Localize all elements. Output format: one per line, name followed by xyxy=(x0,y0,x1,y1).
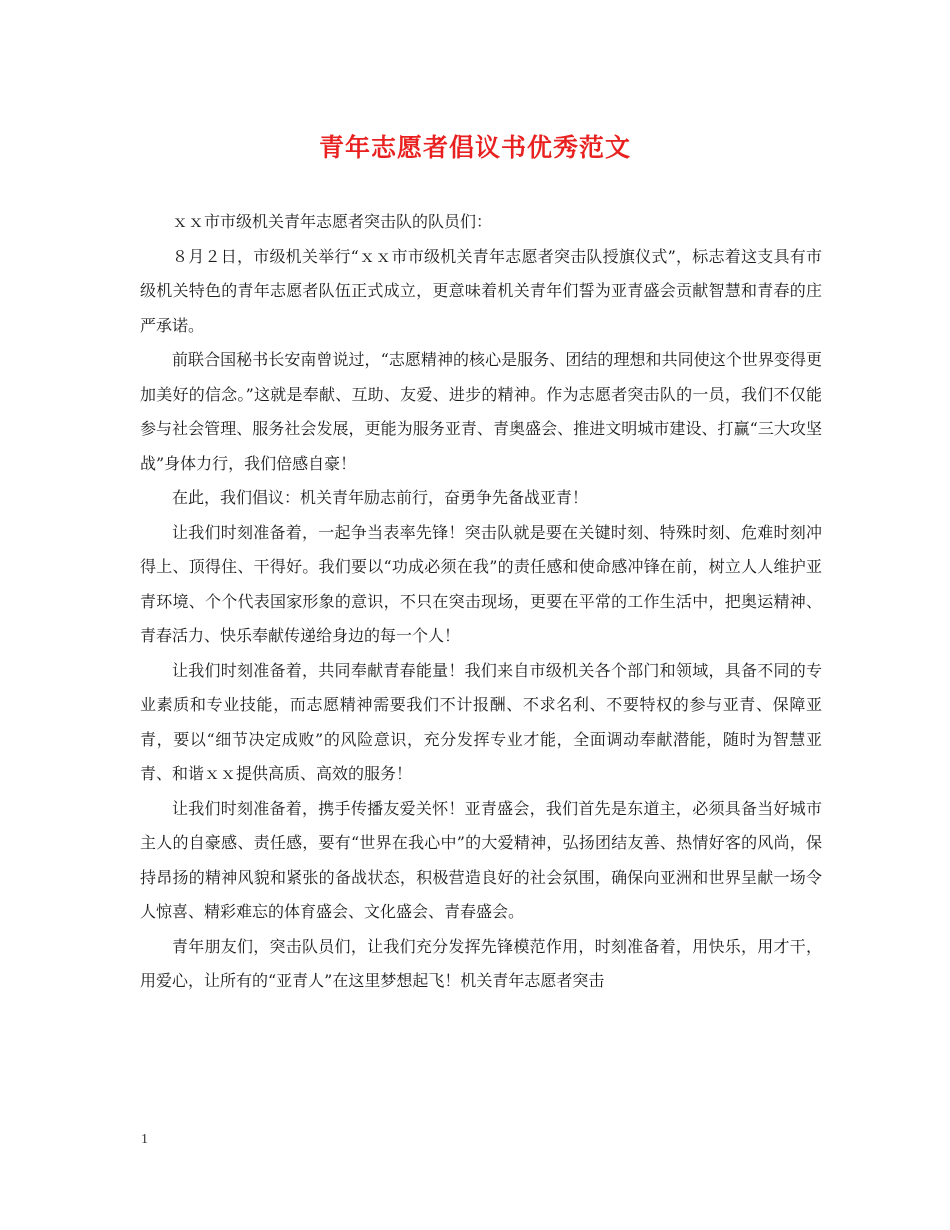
page-number: 1 xyxy=(141,1132,148,1147)
body-paragraph: 让我们时刻准备着，共同奉献青春能量！我们来自市级机关各个部门和领域，具备不同的专业素质和专业技能，而志愿精神需要我们不计报酬、不求名利、不要特权的参与亚青、保障亚青，要以“细节决定成败”的风险意识，充分发挥专业才能，全面调动奉献潜能，随时为智慧亚青、和谐ｘｘ提供高质、高效的服务！ xyxy=(140,660,822,783)
document-body xyxy=(140,205,822,999)
body-paragraph: 让我们时刻准备着，一起争当表率先锋！突击队就是要在关键时刻、特殊时刻、危难时刻冲得上、顶得住、干得好。我们要以“功成必须在我”的责任感和使命感冲锋在前，树立人人维护亚青环境、个个代表国家形象的意识，不只在突击现场，更要在平常的工作生活中，把奥运精神、青春活力、快乐奉献传递给身边的每一个人！ xyxy=(140,522,822,645)
body-paragraph: 在此，我们倡议：机关青年励志前行，奋勇争先备战亚青！ xyxy=(172,488,589,507)
salutation-paragraph: ｘｘ市市级机关青年志愿者突击队的队员们： xyxy=(172,212,493,231)
body-paragraph: ８月２日，市级机关举行“ｘｘ市市级机关青年志愿者突击队授旗仪式”，标志着这支具有市级机关特色的青年志愿者队伍正式成立，更意味着机关青年们誓为亚青盛会贡献智慧和青春的庄严承诺。 xyxy=(140,246,822,335)
document-title: 青年志愿者倡议书优秀范文 xyxy=(318,133,631,162)
body-paragraph: 让我们时刻准备着，携手传播友爱关怀！亚青盛会，我们首先是东道主，必须具备当好城市主人的自豪感、责任感，要有“世界在我心中”的大爱精神，弘扬团结友善、热情好客的风尚，保持昂扬的精神风貌和紧张的备战状态，积极营造良好的社会氛围，确保向亚洲和世界呈献一场令人惊喜、精彩难忘的体育盛会、文化盛会、青春盛会。 xyxy=(140,798,822,921)
body-paragraph: 前联合国秘书长安南曾说过，“志愿精神的核心是服务、团结的理想和共同使这个世界变得更加美好的信念。”这就是奉献、互助、友爱、进步的精神。作为志愿者突击队的一员，我们不仅能参与社会管理、服务社会发展，更能为服务亚青、青奥盛会、推进文明城市建设、打赢“三大攻坚战”身体力行，我们倍感自豪！ xyxy=(140,350,822,473)
body-paragraph: 青年朋友们，突击队员们，让我们充分发挥先锋模范作用，时刻准备着，用快乐，用才干，用爱心，让所有的“亚青人”在这里梦想起飞！机关青年志愿者突击 xyxy=(140,936,822,990)
